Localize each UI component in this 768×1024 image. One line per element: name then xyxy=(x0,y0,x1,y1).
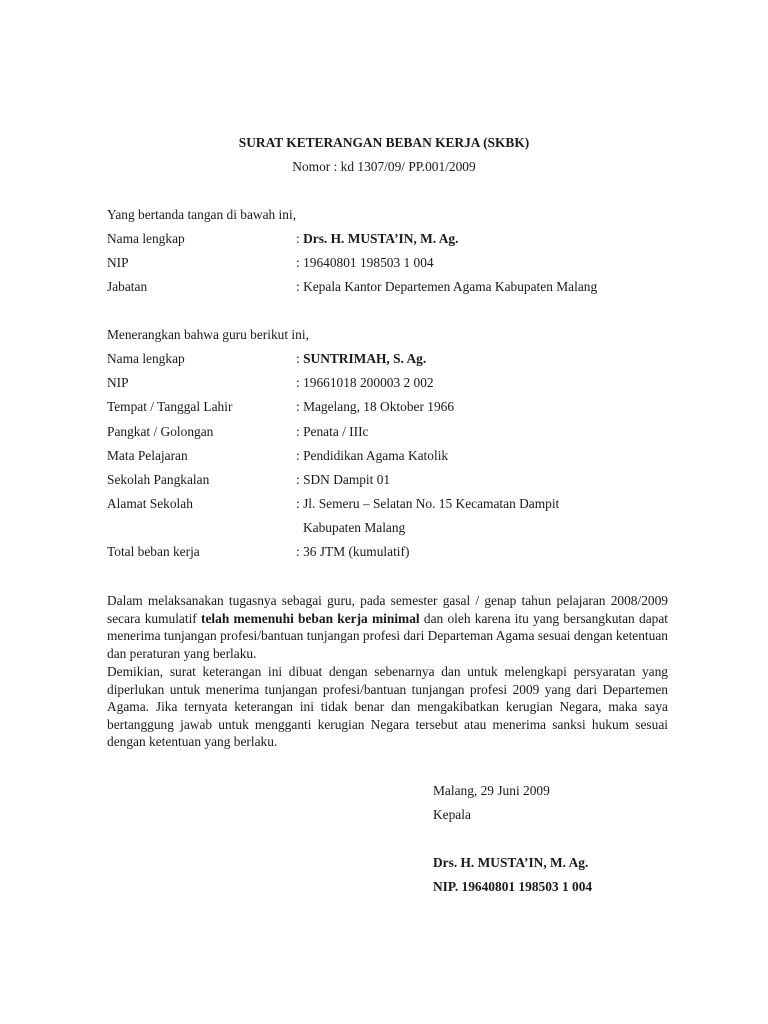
signer-name-label: Nama lengkap xyxy=(107,231,185,246)
signer-nip-value: : 19640801 198503 1 004 xyxy=(296,255,434,270)
place-date: Malang, 29 Juni 2009 xyxy=(433,783,550,798)
teacher-school-label: Sekolah Pangkalan xyxy=(107,472,210,487)
workload-label: Total beban kerja xyxy=(107,544,200,559)
teacher-rank-label: Pangkat / Golongan xyxy=(107,424,214,439)
signer-title: Kepala xyxy=(433,807,471,822)
teacher-subject-value: : Pendidikan Agama Katolik xyxy=(296,448,449,463)
statement-text-end: dan oleh karena itu yang bersangkutan dapat menerima tunjangan profesi/bantuan tunjangan profesi dari Departeman Agama sesuai dengan ketentuan dan peraturan yang berlaku. xyxy=(107,610,668,661)
teacher-nip-value: : 19661018 200003 2 002 xyxy=(296,375,434,390)
signer-intro: Yang bertanda tangan di bawah ini, xyxy=(107,207,297,222)
signature-name: Drs. H. MUSTA’IN, M. Ag. xyxy=(433,855,589,870)
signer-name: Drs. H. MUSTA’IN, M. Ag. xyxy=(303,231,459,246)
school-address-line1: : Jl. Semeru – Selatan No. 15 Kecamatan Dampit xyxy=(296,496,560,511)
school-address-label: Alamat Sekolah xyxy=(107,496,193,511)
teacher-subject-label: Mata Pelajaran xyxy=(107,448,188,463)
teacher-name-value xyxy=(296,351,426,367)
workload-value: : 36 JTM (kumulatif) xyxy=(296,544,410,559)
teacher-birth-label: Tempat / Tanggal Lahir xyxy=(107,399,233,414)
statement-emphasis: telah memenuhi beban kerja minimal xyxy=(201,610,420,626)
teacher-birth-value: : Magelang, 18 Oktober 1966 xyxy=(296,399,455,414)
declaration-paragraph: Demikian, surat keterangan ini dibuat dengan sebenarnya dan untuk melengkapi persyaratan yang diperlukan untuk menerima tunjangan profesi/bantuan tunjangan profesi 2009 yang dari Departemen Agama. Jika ternyata keterangan ini tidak benar dan mengakibatkan kerugian Negara, maka saya bertanggung jawab untuk mengganti kerugian Negara tersebut atau menerima sanksi hukum sesuai dengan ketentuan yang berlaku. xyxy=(107,664,668,750)
signer-name-colon: : xyxy=(296,231,304,246)
teacher-name-colon: : xyxy=(296,351,304,366)
letter-title: SURAT KETERANGAN BEBAN KERJA (SKBK) xyxy=(238,135,530,150)
teacher-name-label: Nama lengkap xyxy=(107,351,185,366)
signature-nip: NIP. 19640801 198503 1 004 xyxy=(433,879,593,894)
signer-position-value: : Kepala Kantor Departemen Agama Kabupaten Malang xyxy=(296,279,598,294)
signer-nip-label: NIP xyxy=(107,255,129,270)
signer-name-value xyxy=(296,231,458,247)
teacher-school-value: : SDN Dampit 01 xyxy=(296,472,391,487)
teacher-intro: Menerangkan bahwa guru berikut ini, xyxy=(107,327,309,342)
letter-number: Nomor : kd 1307/09/ PP.001/2009 xyxy=(292,159,476,174)
teacher-name: SUNTRIMAH, S. Ag. xyxy=(303,351,427,366)
statement-text-start: Dalam melaksanakan tugasnya sebagai guru, pada semester gasal / genap tahun pelajaran 2008/2009 secara kumulatif xyxy=(107,593,668,626)
teacher-rank-value: : Penata / IIIc xyxy=(296,424,369,439)
signer-position-label: Jabatan xyxy=(107,279,148,294)
school-address-line2: Kabupaten Malang xyxy=(303,520,406,535)
teacher-nip-label: NIP xyxy=(107,375,129,390)
statement-paragraph xyxy=(107,592,668,662)
